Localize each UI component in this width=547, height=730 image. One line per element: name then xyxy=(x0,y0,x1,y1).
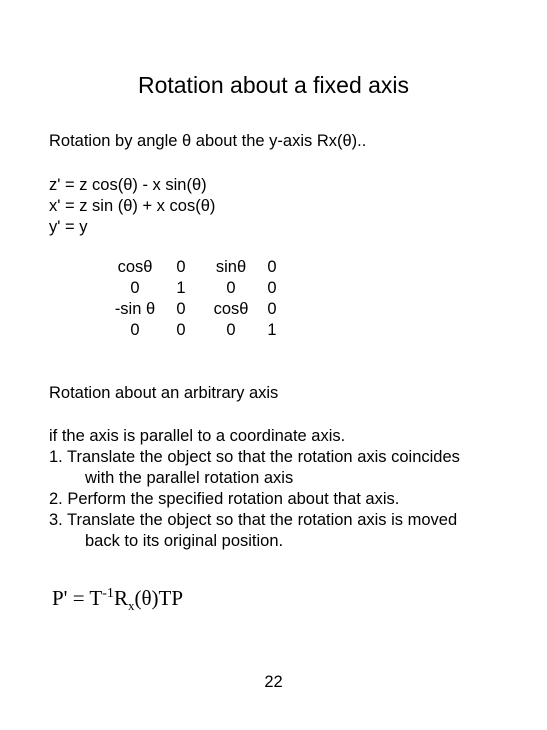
equation-block xyxy=(49,175,215,238)
equation-z: z' = z cos(θ) - x sin(θ) xyxy=(49,176,207,194)
matrix-cell: 0 xyxy=(267,258,277,276)
matrix-row xyxy=(112,320,286,341)
matrix-cell: 1 xyxy=(176,279,186,297)
rotation-matrix xyxy=(112,257,286,341)
matrix-cell: 0 xyxy=(176,258,186,276)
matrix-row xyxy=(112,257,286,278)
formula-r: R xyxy=(113,586,128,610)
step-line: with the parallel rotation axis xyxy=(85,469,294,487)
page-number: 22 xyxy=(264,673,283,691)
matrix-cell: 0 xyxy=(226,279,236,297)
equation-x: x' = z sin (θ) + x cos(θ) xyxy=(49,197,216,215)
matrix-cell: 0 xyxy=(130,279,140,297)
formula-rhs: (θ)TP xyxy=(134,586,184,610)
matrix-cell: 0 xyxy=(176,321,186,339)
arbitrary-steps xyxy=(49,426,460,552)
composite-formula xyxy=(52,586,183,614)
matrix-row xyxy=(112,278,286,299)
step-line: 1. Translate the object so that the rotation axis coincides xyxy=(49,448,460,466)
step-line: if the axis is parallel to a coordinate axis. xyxy=(49,427,346,445)
equation-y: y' = y xyxy=(49,218,88,236)
step-line: 3. Translate the object so that the rotation axis is moved xyxy=(49,511,458,529)
matrix-cell: 0 xyxy=(176,300,186,318)
formula-lhs: P' = T xyxy=(52,586,103,610)
matrix-cell: -sin θ xyxy=(114,300,156,318)
matrix-cell: sinθ xyxy=(215,258,247,276)
arbitrary-heading: Rotation about an arbitrary axis xyxy=(49,384,279,402)
matrix-cell: 0 xyxy=(267,300,277,318)
matrix-cell: 0 xyxy=(226,321,236,339)
matrix-row xyxy=(112,299,286,320)
matrix-cell: 1 xyxy=(267,321,277,339)
formula-sub: x xyxy=(127,598,135,614)
step-line: back to its original position. xyxy=(85,532,284,550)
slide-title: Rotation about a fixed axis xyxy=(137,72,410,98)
intro-text: Rotation by angle θ about the y-axis Rx(θ).. xyxy=(49,132,367,150)
step-line: 2. Perform the specified rotation about that axis. xyxy=(49,490,400,508)
formula-sup: -1 xyxy=(102,586,114,601)
matrix-cell: cosθ xyxy=(117,258,153,276)
matrix-cell: 0 xyxy=(130,321,140,339)
matrix-cell: cosθ xyxy=(213,300,249,318)
matrix-cell: 0 xyxy=(267,279,277,297)
